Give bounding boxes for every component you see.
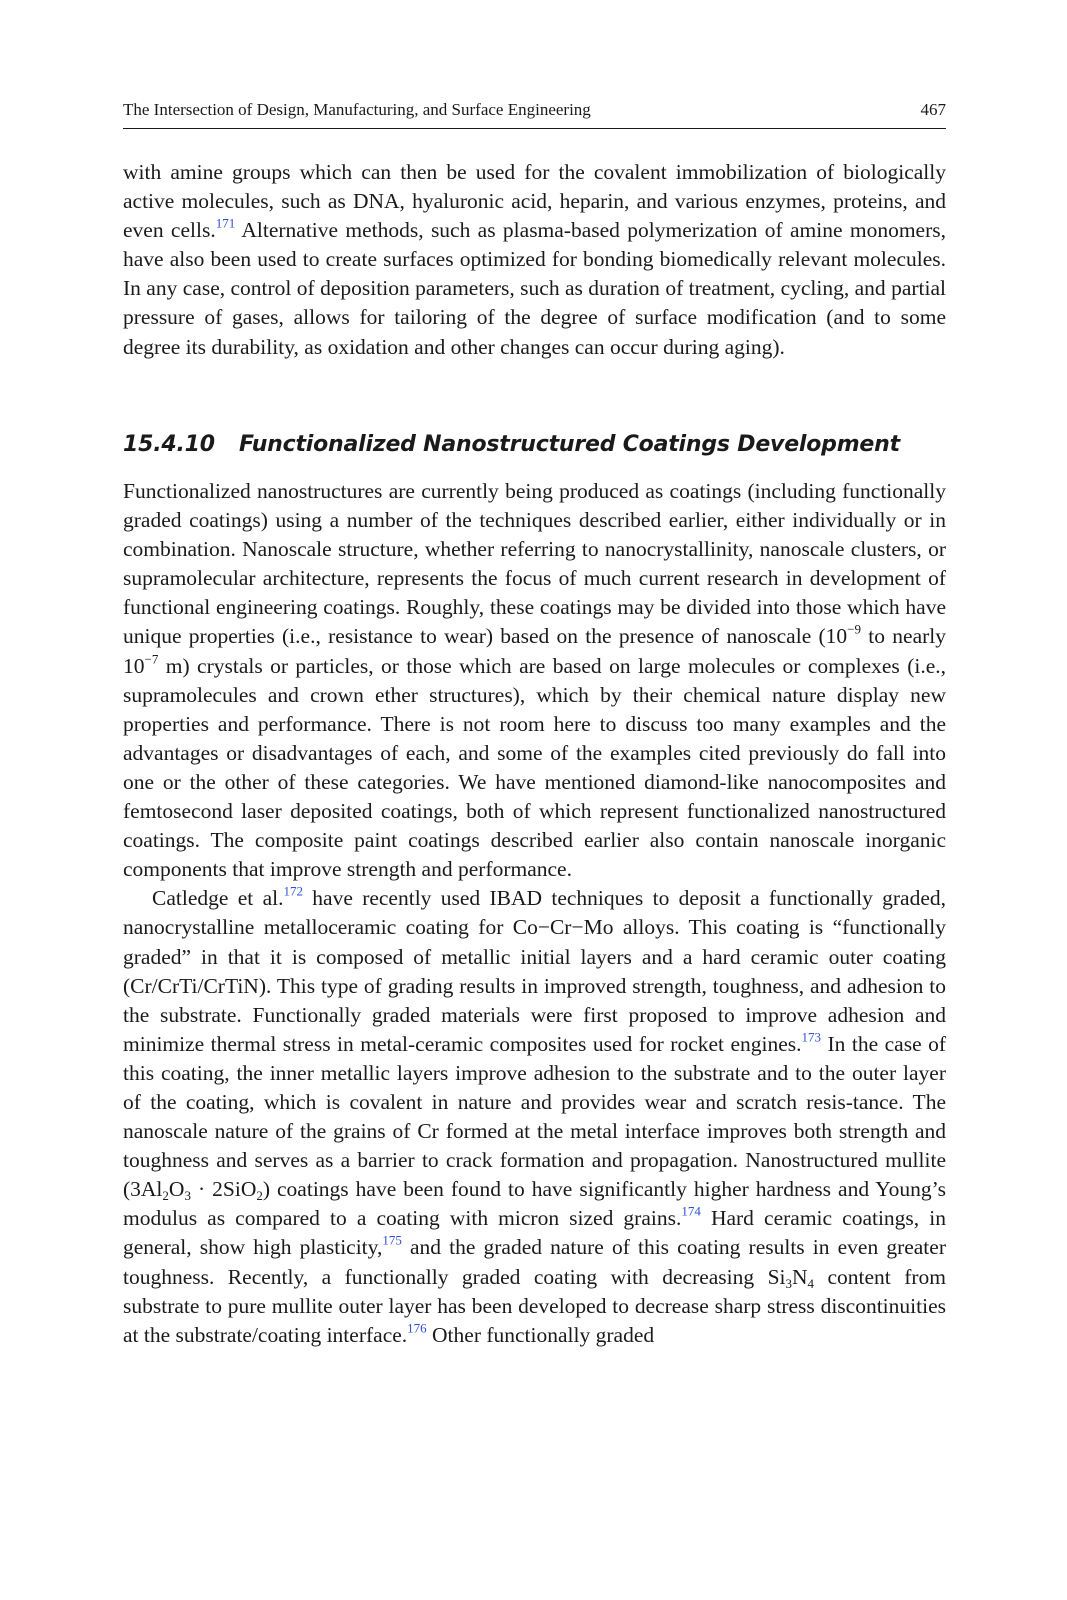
exponent-2: −7 — [144, 650, 159, 666]
page-number: 467 — [920, 100, 946, 119]
p3-text-h: and the graded nature of this coating results in even greater toughness. Recently, a functionally graded coating with decreasing Si — [123, 1235, 946, 1289]
section-title: Functionalized Nanostructured Coatings Development — [239, 432, 900, 457]
paragraph-3 — [123, 884, 946, 1350]
p2-text-c: m) crystals or particles, or those which are based on large molecules or complexes (i.e., supramolecules and crown ether structures), which by their chemical nature display new properties and performance. There is not room here to discuss too many examples and the advantages or disadvantages of each, and some of the examples cited previously do fall into one or the other of these categories. We have mentioned diamond-like nanocomposites and femtosecond laser deposited coatings, both of which represent functionalized nanostructured coatings. The composite paint coatings described earlier also contain nanoscale inorganic components that improve strength and performance. — [123, 653, 946, 882]
exponent-1: −9 — [847, 621, 862, 637]
p1-text-b: Alternative methods, such as plasma-based polymerization of amine monomers, have also been used to create surfaces optimized for bonding biomedically relevant molecules. In any case, control of deposition parameters, such as duration of treatment, cycling, and partial pressure of gases, allows for tailoring of the degree of surface modification (and to some degree its durability, as oxidation and other changes can occur during aging). — [123, 218, 946, 359]
running-head — [123, 98, 946, 129]
p3-text-b: have recently used IBAD techniques to deposit a functionally graded, nanocrystalline metalloceramic coating for Co−Cr−Mo alloys. This coating is “functionally graded” in that it is composed of metallic initial layers and a hard ceramic outer coating (Cr/CrTi/CrTiN). This type of grading results in improved strength, toughness, and adhesion to the substrate. Functionally graded materials were first proposed to improve adhesion and minimize thermal stress in metal-ceramic composites used for rocket engines. — [123, 886, 947, 1056]
p3-text-g: Hard ceramic coatings, in general, show high plasticity, — [123, 1206, 946, 1260]
p3-text-i: N — [792, 1264, 808, 1289]
p3-text-c: In the case of this coating, the inner metallic layers improve adhesion to the substrate and to the outer layer of the coating, which is covalent in nature and provides wear and scratch resis-tance. The nanoscale nature of the grains of Cr formed at the metal interface improves both strength and toughness and serves as a barrier to crack formation and propagation. Nanostructured mullite (3Al — [123, 1031, 946, 1202]
subscript-al: 2 — [162, 1188, 169, 1204]
p3-text-j: content from substrate to pure mullite outer layer has been developed to decrease sharp stress discontinuities at the substrate/coating interface. — [123, 1264, 946, 1347]
subscript-n: 4 — [807, 1275, 815, 1291]
paragraph-1 — [123, 158, 946, 362]
footnote-ref-173[interactable]: 173 — [801, 1029, 822, 1045]
running-title: The Intersection of Design, Manufacturing, and Surface Engineering — [123, 100, 591, 119]
p2-text-b: to nearly 10 — [123, 624, 946, 678]
footnote-ref-172[interactable]: 172 — [283, 883, 303, 899]
paragraph-2 — [123, 477, 946, 884]
p3-text-k: Other functionally graded — [426, 1322, 655, 1347]
p3-text-a: Catledge et al. — [152, 886, 284, 911]
subscript-si: 3 — [785, 1275, 793, 1291]
section-body — [123, 477, 946, 1350]
section-heading — [123, 428, 946, 462]
subscript-o2: 2 — [256, 1188, 263, 1204]
footnote-ref-174[interactable]: 174 — [681, 1203, 701, 1219]
p3-text-d: O — [168, 1177, 185, 1202]
footnote-ref-176[interactable]: 176 — [407, 1319, 427, 1335]
p1-text-a: with amine groups which can then be used for the covalent immobilization of biologically active molecules, such as DNA, hyaluronic acid, heparin, and various enzymes, proteins, and even cells. — [123, 160, 946, 243]
section-number: 15.4.10 — [123, 432, 215, 457]
p2-text-a: Functionalized nanostructures are currently being produced as coatings (including functionally graded coatings) using a number of the techniques described earlier, either individually or in combination. Nanoscale structure, whether referring to nanocrystallinity, nanoscale clusters, or supramolecular architecture, represents the focus of much current research in development of functional engineering coatings. Roughly, these coatings may be divided into those which have unique properties (i.e., resistance to wear) based on the presence of nanoscale (10 — [123, 479, 946, 649]
footnote-ref-175[interactable]: 175 — [382, 1232, 402, 1248]
footnote-ref-171[interactable]: 171 — [215, 215, 236, 231]
subscript-o3: 3 — [184, 1188, 191, 1204]
p3-text-e: · 2SiO — [190, 1177, 257, 1202]
p3-text-f: ) coatings have been found to have significantly higher hardness and Young’s modulus as compared to a coating with micron sized grains. — [123, 1177, 946, 1231]
